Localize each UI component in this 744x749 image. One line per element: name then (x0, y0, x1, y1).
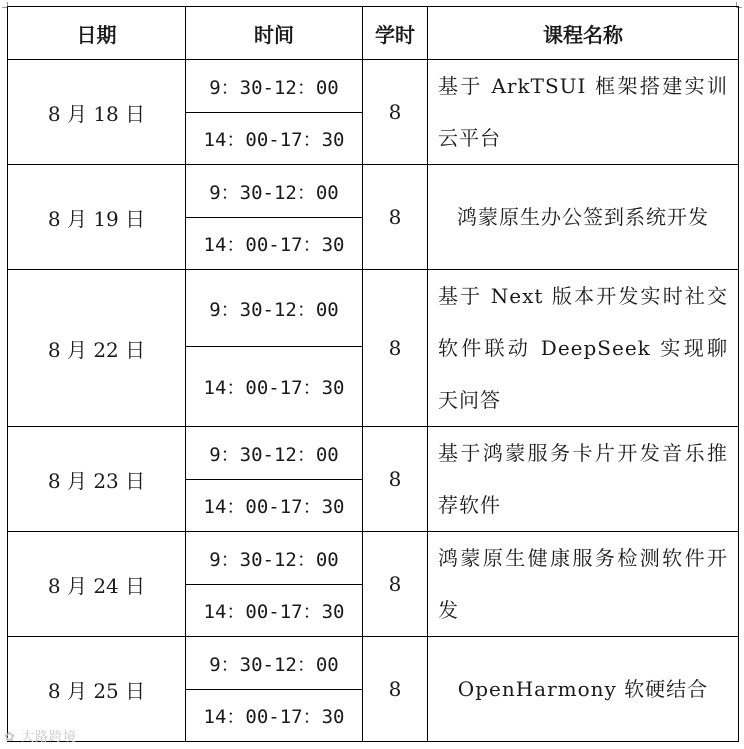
hours-cell: 8 (363, 270, 428, 427)
afternoon-time-cell: 14：00-17：30 (186, 218, 363, 270)
afternoon-time-cell: 14：00-17：30 (186, 347, 363, 427)
header-date: 日期 (8, 7, 186, 60)
morning-time-cell: 9：30-12：00 (186, 427, 363, 480)
course-cell: 基于 Next 版本开发实时社交软件联动 DeepSeek 实现聊天问答 (428, 270, 739, 427)
hours-cell: 8 (363, 532, 428, 637)
table-row (8, 270, 739, 347)
course-cell: 鸿蒙原生办公签到系统开发 (428, 165, 739, 270)
hours-cell: 8 (363, 427, 428, 532)
afternoon-time-cell: 14：00-17：30 (186, 480, 363, 532)
course-cell: 基于鸿蒙服务卡片开发音乐推荐软件 (428, 427, 739, 532)
table-row (8, 165, 739, 218)
table-row (8, 60, 739, 113)
header-row (8, 7, 739, 60)
table-row (8, 532, 739, 585)
table-row (8, 637, 739, 690)
course-cell: 基于 ArkTSUI 框架搭建实训云平台 (428, 60, 739, 165)
date-cell: 8 月 22 日 (8, 270, 186, 427)
date-cell: 8 月 25 日 (8, 637, 186, 742)
afternoon-time-cell: 14：00-17：30 (186, 585, 363, 637)
watermark (4, 726, 77, 745)
morning-time-cell: 9：30-12：00 (186, 637, 363, 690)
morning-time-cell: 9：30-12：00 (186, 532, 363, 585)
schedule-table (7, 6, 739, 742)
course-cell: 鸿蒙原生健康服务检测软件开发 (428, 532, 739, 637)
date-cell: 8 月 18 日 (8, 60, 186, 165)
header-course: 课程名称 (428, 7, 739, 60)
table-row (8, 427, 739, 480)
date-cell: 8 月 24 日 (8, 532, 186, 637)
date-cell: 8 月 19 日 (8, 165, 186, 270)
hours-cell: 8 (363, 165, 428, 270)
watermark-icon: ✿ (4, 730, 16, 745)
header-time: 时间 (186, 7, 363, 60)
afternoon-time-cell: 14：00-17：30 (186, 113, 363, 165)
morning-time-cell: 9：30-12：00 (186, 165, 363, 218)
hours-cell: 8 (363, 60, 428, 165)
morning-time-cell: 9：30-12：00 (186, 60, 363, 113)
header-hours: 学时 (363, 7, 428, 60)
watermark-text: 大路跨境 (21, 730, 78, 745)
hours-cell: 8 (363, 637, 428, 742)
afternoon-time-cell: 14：00-17：30 (186, 690, 363, 742)
course-cell: OpenHarmony 软硬结合 (428, 637, 739, 742)
morning-time-cell: 9：30-12：00 (186, 270, 363, 347)
date-cell: 8 月 23 日 (8, 427, 186, 532)
